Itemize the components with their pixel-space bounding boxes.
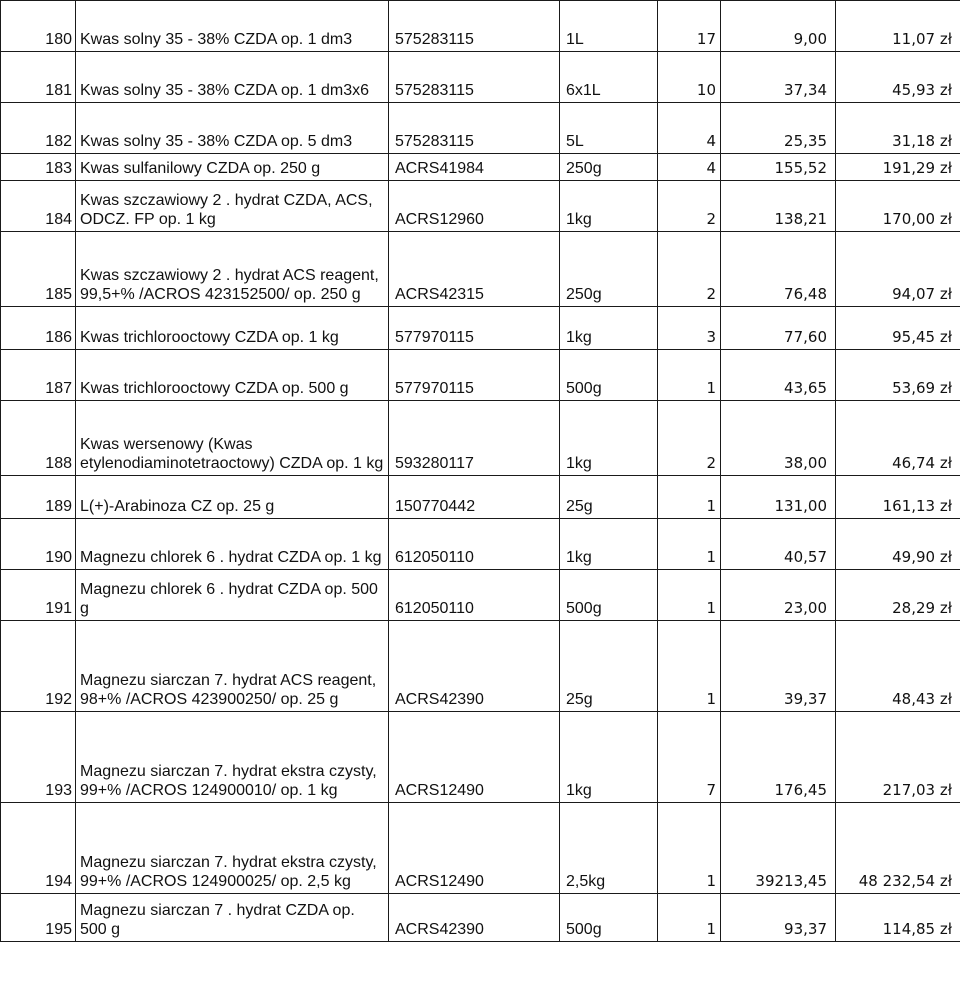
product-code-cell: ACRS42390 — [389, 621, 560, 712]
product-name-cell: L(+)-Arabinoza CZ op. 25 g — [76, 476, 389, 519]
table-row — [1, 621, 960, 712]
package-size-cell: 500g — [560, 570, 658, 621]
product-code-cell: 593280117 — [389, 401, 560, 476]
product-code-cell: 575283115 — [389, 52, 560, 103]
quantity-cell: 1 — [658, 570, 721, 621]
quantity-cell: 2 — [658, 232, 721, 307]
gross-price-cell: 94,07 zł — [836, 232, 960, 307]
product-name-cell: Kwas solny 35 - 38% CZDA op. 5 dm3 — [76, 103, 389, 154]
product-code-cell: ACRS42315 — [389, 232, 560, 307]
product-code-cell: 612050110 — [389, 519, 560, 570]
gross-price-cell: 28,29 zł — [836, 570, 960, 621]
row-number-cell: 185 — [1, 232, 76, 307]
product-code-cell: ACRS12960 — [389, 181, 560, 232]
package-size-cell: 1kg — [560, 307, 658, 350]
row-number-cell: 195 — [1, 894, 76, 942]
gross-price-cell: 53,69 zł — [836, 350, 960, 401]
product-code-cell: ACRS41984 — [389, 154, 560, 181]
product-name-cell: Magnezu chlorek 6 . hydrat CZDA op. 1 kg — [76, 519, 389, 570]
row-number-cell: 192 — [1, 621, 76, 712]
package-size-cell: 1kg — [560, 401, 658, 476]
table-row — [1, 307, 960, 350]
product-name-cell: Kwas sulfanilowy CZDA op. 250 g — [76, 154, 389, 181]
row-number-cell: 181 — [1, 52, 76, 103]
row-number-cell: 188 — [1, 401, 76, 476]
row-number-cell: 180 — [1, 1, 76, 52]
package-size-cell: 1kg — [560, 519, 658, 570]
table-row — [1, 181, 960, 232]
quantity-cell: 1 — [658, 621, 721, 712]
net-price-cell: 38,00 — [721, 401, 836, 476]
package-size-cell: 250g — [560, 154, 658, 181]
package-size-cell: 25g — [560, 621, 658, 712]
gross-price-cell: 11,07 zł — [836, 1, 960, 52]
net-price-cell: 43,65 — [721, 350, 836, 401]
quantity-cell: 1 — [658, 803, 721, 894]
net-price-cell: 37,34 — [721, 52, 836, 103]
product-name-cell: Magnezu chlorek 6 . hydrat CZDA op. 500 g — [76, 570, 389, 621]
net-price-cell: 176,45 — [721, 712, 836, 803]
product-code-cell: ACRS12490 — [389, 803, 560, 894]
quantity-cell: 2 — [658, 401, 721, 476]
quantity-cell: 3 — [658, 307, 721, 350]
row-number-cell: 189 — [1, 476, 76, 519]
quantity-cell: 10 — [658, 52, 721, 103]
package-size-cell: 1kg — [560, 712, 658, 803]
product-name-cell: Kwas szczawiowy 2 . hydrat CZDA, ACS, ODCZ. FP op. 1 kg — [76, 181, 389, 232]
product-code-cell: 150770442 — [389, 476, 560, 519]
gross-price-cell: 95,45 zł — [836, 307, 960, 350]
net-price-cell: 25,35 — [721, 103, 836, 154]
table-row — [1, 232, 960, 307]
table-row — [1, 154, 960, 181]
package-size-cell: 1L — [560, 1, 658, 52]
row-number-cell: 191 — [1, 570, 76, 621]
row-number-cell: 182 — [1, 103, 76, 154]
net-price-cell: 93,37 — [721, 894, 836, 942]
table-row — [1, 570, 960, 621]
quantity-cell: 4 — [658, 103, 721, 154]
product-name-cell: Kwas trichlorooctowy CZDA op. 500 g — [76, 350, 389, 401]
product-code-cell: 612050110 — [389, 570, 560, 621]
gross-price-cell: 49,90 zł — [836, 519, 960, 570]
quantity-cell: 17 — [658, 1, 721, 52]
table-row — [1, 712, 960, 803]
table-row — [1, 803, 960, 894]
table-row — [1, 103, 960, 154]
gross-price-cell: 48,43 zł — [836, 621, 960, 712]
gross-price-cell: 45,93 zł — [836, 52, 960, 103]
package-size-cell: 250g — [560, 232, 658, 307]
product-name-cell: Kwas trichlorooctowy CZDA op. 1 kg — [76, 307, 389, 350]
product-name-cell: Magnezu siarczan 7. hydrat ACS reagent, 98+% /ACROS 423900250/ op. 25 g — [76, 621, 389, 712]
product-code-cell: 575283115 — [389, 103, 560, 154]
gross-price-cell: 217,03 zł — [836, 712, 960, 803]
product-name-cell: Kwas solny 35 - 38% CZDA op. 1 dm3 — [76, 1, 389, 52]
gross-price-cell: 48 232,54 zł — [836, 803, 960, 894]
package-size-cell: 25g — [560, 476, 658, 519]
gross-price-cell: 114,85 zł — [836, 894, 960, 942]
row-number-cell: 194 — [1, 803, 76, 894]
package-size-cell: 5L — [560, 103, 658, 154]
product-code-cell: ACRS42390 — [389, 894, 560, 942]
quantity-cell: 1 — [658, 894, 721, 942]
product-name-cell: Kwas solny 35 - 38% CZDA op. 1 dm3x6 — [76, 52, 389, 103]
net-price-cell: 9,00 — [721, 1, 836, 52]
table-row — [1, 894, 960, 942]
quantity-cell: 4 — [658, 154, 721, 181]
net-price-cell: 155,52 — [721, 154, 836, 181]
product-code-cell: 577970115 — [389, 350, 560, 401]
product-code-cell: ACRS12490 — [389, 712, 560, 803]
net-price-cell: 39,37 — [721, 621, 836, 712]
net-price-cell: 23,00 — [721, 570, 836, 621]
row-number-cell: 183 — [1, 154, 76, 181]
package-size-cell: 500g — [560, 350, 658, 401]
product-name-cell: Kwas wersenowy (Kwas etylenodiaminotetraoctowy) CZDA op. 1 kg — [76, 401, 389, 476]
table-row — [1, 519, 960, 570]
gross-price-cell: 161,13 zł — [836, 476, 960, 519]
quantity-cell: 2 — [658, 181, 721, 232]
net-price-cell: 40,57 — [721, 519, 836, 570]
net-price-cell: 138,21 — [721, 181, 836, 232]
row-number-cell: 193 — [1, 712, 76, 803]
gross-price-cell: 31,18 zł — [836, 103, 960, 154]
table-row — [1, 1, 960, 52]
row-number-cell: 187 — [1, 350, 76, 401]
package-size-cell: 500g — [560, 894, 658, 942]
table-row — [1, 476, 960, 519]
package-size-cell: 2,5kg — [560, 803, 658, 894]
quantity-cell: 7 — [658, 712, 721, 803]
product-name-cell: Magnezu siarczan 7. hydrat ekstra czysty, 99+% /ACROS 124900025/ op. 2,5 kg — [76, 803, 389, 894]
table-row — [1, 350, 960, 401]
net-price-cell: 39213,45 — [721, 803, 836, 894]
net-price-cell: 76,48 — [721, 232, 836, 307]
gross-price-cell: 191,29 zł — [836, 154, 960, 181]
row-number-cell: 190 — [1, 519, 76, 570]
quantity-cell: 1 — [658, 476, 721, 519]
product-name-cell: Kwas szczawiowy 2 . hydrat ACS reagent, 99,5+% /ACROS 423152500/ op. 250 g — [76, 232, 389, 307]
product-code-cell: 577970115 — [389, 307, 560, 350]
product-code-cell: 575283115 — [389, 1, 560, 52]
quantity-cell: 1 — [658, 519, 721, 570]
net-price-cell: 77,60 — [721, 307, 836, 350]
quantity-cell: 1 — [658, 350, 721, 401]
row-number-cell: 184 — [1, 181, 76, 232]
package-size-cell: 1kg — [560, 181, 658, 232]
package-size-cell: 6x1L — [560, 52, 658, 103]
product-name-cell: Magnezu siarczan 7. hydrat ekstra czysty, 99+% /ACROS 124900010/ op. 1 kg — [76, 712, 389, 803]
table-row — [1, 401, 960, 476]
gross-price-cell: 46,74 zł — [836, 401, 960, 476]
gross-price-cell: 170,00 zł — [836, 181, 960, 232]
table-row — [1, 52, 960, 103]
product-name-cell: Magnezu siarczan 7 . hydrat CZDA op. 500 g — [76, 894, 389, 942]
table-body — [1, 1, 960, 942]
row-number-cell: 186 — [1, 307, 76, 350]
net-price-cell: 131,00 — [721, 476, 836, 519]
